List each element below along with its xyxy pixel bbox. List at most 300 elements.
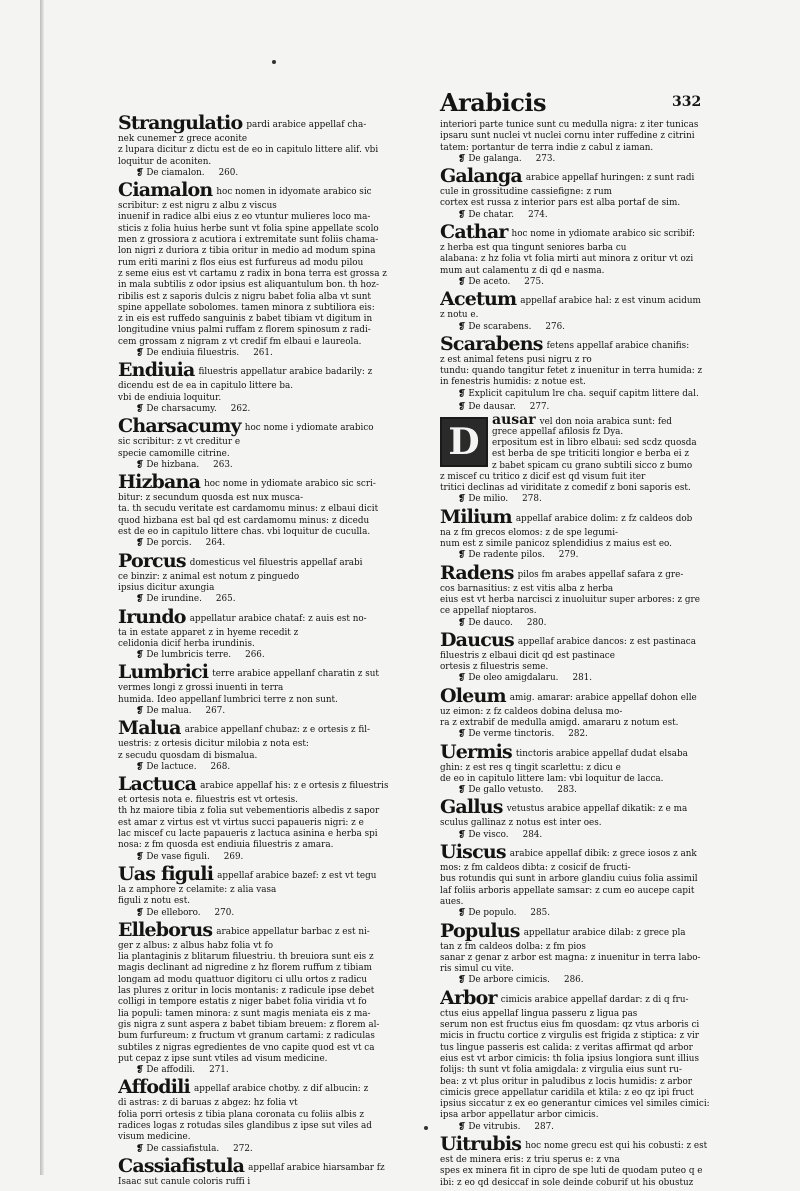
entry-rubric-line	[118, 538, 388, 549]
entry-rubric-line	[440, 908, 710, 919]
entry-rubric-line	[118, 650, 388, 661]
entry-line-text: alabana: z hz folia vt folia mirti aut minora z oritur vt ozi	[440, 254, 694, 265]
entry-text-line	[118, 1078, 388, 1098]
entry-line-text: filuestris appellatur arabice badarily: z	[198, 367, 373, 378]
dictionary-entry	[118, 921, 388, 1077]
entry-line-text: bus rotundis qui sunt in arbore glandiu cuius folia assimil	[440, 874, 698, 885]
entry-line-text: arabice appellaf his: z e ortesis z filuestris	[200, 781, 388, 792]
entry-text-line	[118, 997, 388, 1008]
entry-line-text: z in eis est ruffedo sanguinis z babet tibiam vt digitum in	[118, 314, 373, 325]
entry-headword: Uiscus	[440, 843, 506, 864]
entry-number: 286.	[563, 975, 584, 986]
entry-line-text: lia plantaginis z blitarum filuestriu. th breuiora sunt eis z	[118, 952, 374, 963]
entry-text-line	[118, 504, 388, 515]
pilcrow-mark: ❡	[458, 1121, 466, 1132]
entry-line-text: est amar z virtus est vt virtus succi papaueris nigri: z e	[118, 817, 364, 828]
entry-line-text: ibi: z eo qd desiccaf in sole deinde coburif ut his obustuz	[440, 1177, 694, 1188]
entry-number: 264.	[205, 538, 226, 549]
pilcrow-mark: ❡	[458, 388, 466, 399]
entry-line-text: bitur: z secundum quosda est nux musca-	[118, 493, 304, 504]
entry-number: 269.	[223, 851, 244, 862]
entry-line-text: cem grossam z nigram z vt credif fm elbaui e laureola.	[118, 336, 362, 347]
entry-text-line	[440, 989, 710, 1009]
entry-text-line	[118, 303, 388, 314]
rubric-text: De affodili.	[146, 1065, 196, 1076]
entry-line-text: vermes longi z grossi inuenti in terra	[118, 683, 284, 694]
entry-number: 268.	[210, 761, 231, 772]
entry-text-line	[118, 314, 388, 325]
entry-headword: Affodili	[118, 1078, 190, 1099]
entry-rubric-line	[118, 168, 388, 179]
entry-line-text: z herba est qua tingunt seniores barba cu	[440, 243, 627, 254]
pilcrow-mark: ❡	[136, 348, 144, 359]
entry-rubric-line	[118, 1065, 388, 1076]
entry-text-line	[440, 366, 710, 377]
entry-headword: Daucus	[440, 630, 514, 651]
entry-line-text: la z amphore z celamite: z alia vasa	[118, 884, 277, 895]
entry-line-text: dicendu est de ea in capitulo littere ba.	[118, 381, 294, 392]
entry-line-text: tundu: quando tangitur fetet z inuenitur in terra humida: z	[440, 366, 703, 377]
entry-line-text: quod hizbana est bal qd est cardamomu minus: z dicedu	[118, 515, 370, 526]
entry-text-line	[118, 134, 388, 145]
pilcrow-mark: ❡	[458, 673, 466, 684]
dictionary-entry	[118, 1078, 388, 1154]
entry-text-line	[118, 975, 388, 986]
entry-text-line	[440, 763, 710, 774]
entry-text-line	[118, 885, 388, 896]
entry-line-text: uz eimon: z fz caldeos dobina delusa mo-	[440, 706, 623, 717]
pilcrow-mark: ❡	[136, 538, 144, 549]
rubric-text: De aceto.	[468, 276, 511, 287]
dictionary-entry	[440, 922, 710, 987]
rubric-text: Explicit capitulum lre cha. sequif capitm littere dal.	[468, 388, 699, 399]
rubric-text: De dausar.	[468, 402, 516, 413]
dictionary-entry	[440, 989, 710, 1133]
rubric-text: De porcis.	[146, 538, 192, 549]
entry-line-text: appellaf arabice chotby. z dif albucin: z	[193, 1084, 369, 1095]
entry-text-line	[118, 493, 388, 504]
entry-number: 279.	[558, 550, 579, 561]
entry-line-text: aues.	[440, 896, 464, 907]
dictionary-entry	[118, 417, 388, 471]
entry-headword: Malua	[118, 719, 181, 740]
rubric-text: De vase figuli.	[146, 851, 210, 862]
entry-text-line	[118, 663, 388, 683]
pilcrow-mark: ❡	[136, 1143, 144, 1154]
entry-number: 287.	[534, 1121, 554, 1132]
entry-line-text: pardi arabice appellaf cha-	[246, 120, 367, 130]
entry-text-line	[440, 243, 710, 254]
entry-text-line	[118, 751, 388, 762]
rubric-text: De chatar.	[468, 209, 515, 220]
entry-text-line	[118, 608, 388, 628]
entry-text-line	[440, 254, 710, 265]
entry-text-line	[440, 942, 710, 953]
running-header: Arabicis	[440, 88, 546, 117]
entry-number: 263.	[213, 459, 233, 470]
entry-text-line	[118, 775, 388, 795]
entry-rubric-line	[118, 762, 388, 773]
entry-line-text: las plures z oritur in locis montanis: z radicule ipse debet	[118, 986, 375, 997]
rubric-text: De charsacumy.	[146, 403, 217, 414]
entry-text-line	[118, 361, 388, 381]
entry-line-text: sic scribitur: z vt creditur e	[118, 437, 241, 448]
entry-rubric-line	[440, 1122, 710, 1133]
entry-line-text: fetens appellaf arabice chanifis:	[546, 340, 690, 351]
entry-text-line	[492, 449, 710, 460]
entry-headword: Cathar	[440, 223, 508, 244]
entry-line-text: terre arabice appellanf charatin z sut	[212, 669, 379, 680]
entry-line-text: hoc nome grecu est qui his cobusti: z est	[525, 1141, 708, 1151]
pilcrow-mark: ❡	[458, 908, 466, 919]
entry-text-line	[118, 325, 388, 336]
entry-line-text: cortex est russa z interior pars est alba portaf de sim.	[440, 198, 681, 209]
entry-headword: Elleborus	[118, 920, 213, 941]
entry-line-text: loquitur de aconiten.	[118, 156, 212, 167]
ink-speck	[272, 60, 276, 64]
entry-line-text: th hz maiore tibia z folia sut vebementioris albedis z sapor	[118, 806, 380, 817]
entry-text-line	[440, 1054, 710, 1065]
entry-text-line	[440, 1088, 710, 1099]
entry-number: 265.	[215, 594, 236, 605]
entry-rubric-line	[118, 404, 388, 415]
pilcrow-mark: ❡	[458, 617, 466, 628]
entry-headword: Gallus	[440, 798, 503, 819]
entry-headword: Galanga	[440, 167, 522, 188]
entry-number: 272.	[233, 1143, 253, 1154]
entry-line-text: vetustus arabice appellaf dikatik: z e ma	[506, 804, 688, 815]
rubric-text: De populo.	[468, 908, 517, 919]
entry-rubric-line	[440, 402, 710, 413]
entry-text-line	[440, 198, 710, 209]
entry-line-text: eius est vt arbor cimicis: th folia ipsius longiora sunt illius	[440, 1053, 699, 1064]
entry-text-line	[440, 631, 710, 651]
entry-text-line	[440, 743, 710, 763]
rubric-text: De cassiafistula.	[146, 1143, 220, 1154]
dictionary-entry	[440, 402, 710, 413]
entry-line-text: celidonia dicif herba irundinis.	[118, 638, 255, 649]
pilcrow-mark: ❡	[136, 403, 144, 414]
entry-line-text: ortesis z filuestris seme.	[440, 662, 549, 673]
entry-rubric-line	[440, 322, 710, 333]
entry-text-line	[440, 897, 710, 908]
entry-line-text: z miscef cu tritico z dicif est qd visum fuit iter	[440, 471, 646, 482]
entry-rubric-line	[440, 618, 710, 629]
rubric-text: De ciamalon.	[146, 167, 205, 178]
entry-text-line	[440, 1110, 710, 1121]
entry-line-text: appellaf arabice dancos: z est pastinaca	[517, 636, 696, 647]
entry-headword: Ciamalon	[118, 181, 213, 202]
entry-text-line	[118, 719, 388, 739]
entry-line-text: ra z extrabif de medulla amigd. amararu z notum est.	[440, 717, 679, 728]
entry-text-line	[440, 1135, 710, 1155]
entry-text-line	[118, 1177, 388, 1188]
entry-number: 285.	[530, 908, 550, 919]
entry-text-line	[118, 1132, 388, 1143]
entry-text-line	[118, 258, 388, 269]
entry-line-text: eius est vt herba narcisci z inuoluitur super arbores: z gre	[440, 594, 700, 605]
pilcrow-mark: ❡	[136, 761, 144, 772]
entry-line-text: men z grossiora z acutiora i extremitate sunt foliis chama-	[118, 235, 379, 246]
entry-line-text: Isaac sut canule coloris ruffi i	[118, 1176, 251, 1187]
entry-text-line	[118, 114, 388, 134]
dictionary-entry	[440, 843, 710, 919]
dictionary-entry	[118, 473, 388, 549]
entry-line-text: ipsa arbor appellatur arbor cimicis.	[440, 1110, 599, 1121]
entry-text-line	[118, 527, 388, 538]
dictionary-entry	[440, 335, 710, 400]
entry-text-line	[440, 223, 710, 243]
entry-line-text: ipsius dicitur axungia	[118, 582, 215, 593]
entry-text-line	[118, 1121, 388, 1132]
pilcrow-mark: ❡	[136, 851, 144, 862]
entry-line-text: longitudine vnius palmi ruffam z florem spinosum z radi-	[118, 325, 371, 336]
entry-text-line	[440, 539, 710, 550]
entry-number: 274.	[528, 209, 548, 220]
entry-line-text: ghin: z est res q tingit scarlettu: z dicu e	[440, 762, 621, 773]
entry-line-text: na z fm grecos elomos: z de spe legumi-	[440, 527, 618, 538]
entry-text-line	[118, 292, 388, 303]
entry-number: 282.	[568, 729, 588, 740]
entry-text-line	[118, 963, 388, 974]
entry-number: 283.	[557, 785, 577, 796]
entry-line-text: ta in estate apparet z in hyeme recedit z	[118, 627, 299, 638]
entry-line-text: folia porri ortesis z tibia plana coronata cu foliis albis z	[118, 1109, 365, 1120]
entry-line-text: vbi de endiuia loquitur.	[118, 392, 222, 403]
entry-line-text: lac miscef cu lacte papaueris z lactuca asinina e herba spi	[118, 829, 378, 840]
entry-line-text: est berba de spe triticiti longior e berba ei z	[492, 449, 690, 460]
pilcrow-mark: ❡	[458, 785, 466, 796]
dictionary-entry	[440, 1135, 710, 1189]
entry-text-line	[118, 145, 388, 156]
entry-number: 278.	[522, 494, 542, 505]
dictionary-entry	[118, 775, 388, 863]
entry-line-text: hoc nome i ydiomate arabico	[244, 423, 374, 434]
rubric-text: De milio.	[468, 494, 509, 505]
entry-text-line	[440, 843, 710, 863]
entry-line-text: domesticus vel filuestris appellaf arabi	[189, 557, 363, 568]
entry-line-text: mum aut calamentu z di qd e nasma.	[440, 265, 605, 276]
entry-line-text: ctus eius appellaf lingua passeru z ligua pas	[440, 1008, 638, 1019]
entry-number: 277.	[529, 402, 550, 413]
entry-line-text: ce appellaf nioptaros.	[440, 606, 537, 617]
entry-line-text: filuestris z elbaui dicit qd est pastinace	[440, 650, 615, 661]
entry-text-line	[118, 829, 388, 840]
entry-text-line	[118, 201, 388, 212]
entry-line-text: sticis z folia huius herbe sunt vt folia spine appellate scolo	[118, 223, 379, 234]
entry-text-line	[118, 181, 388, 201]
entry-rubric-line	[440, 785, 710, 796]
entry-text-line	[492, 415, 710, 426]
rubric-text: De galanga.	[468, 153, 522, 164]
entry-rubric-line	[440, 210, 710, 221]
dictionary-entry	[440, 508, 710, 562]
entry-number: 260.	[218, 167, 239, 178]
entry-text-line	[440, 143, 710, 154]
entry-headword: Oleum	[440, 686, 506, 707]
entry-text-line	[118, 473, 388, 493]
entry-line-text: figuli z notu est.	[118, 896, 191, 907]
entry-text-line	[440, 290, 710, 310]
pilcrow-mark: ❡	[458, 321, 466, 332]
entry-headword: Arbor	[440, 988, 497, 1009]
entry-text-line	[440, 886, 710, 897]
entry-headword: Lumbrici	[118, 663, 209, 684]
entry-headword: Irundo	[118, 607, 186, 628]
dictionary-entry	[440, 798, 710, 841]
entry-text-line	[118, 235, 388, 246]
entry-text-line	[118, 840, 388, 851]
entry-text-line	[440, 355, 710, 366]
entry-text-line	[440, 508, 710, 528]
entry-line-text: humida. Ideo appellanf lumbrici terre z non sunt.	[118, 694, 338, 705]
dictionary-entry	[440, 564, 710, 629]
entry-rubric-line	[440, 154, 710, 165]
entry-text-line	[118, 806, 388, 817]
entry-number: 273.	[535, 153, 556, 164]
entry-line-text: z lupara dicitur z dictu est de eo in capitulo littere alif. vbi	[118, 145, 379, 156]
entry-line-text: arabice appellatur barbac z est ni-	[216, 926, 370, 937]
entry-line-text: bum furfureum: z fructum vt granum cartami: z radiculas	[118, 1031, 375, 1042]
entry-text-line	[440, 584, 710, 595]
entry-line-text: colligi in tempore estatis z niger babet folia viridia vt fo	[118, 997, 367, 1008]
entry-number: 261.	[253, 348, 273, 359]
entry-text-line	[118, 337, 388, 348]
dictionary-entry	[118, 181, 388, 359]
entry-line-text: gis nigra z sunt aspera z babet tibiam breuem: z florem al-	[118, 1019, 380, 1030]
rubric-text: De verme tinctoris.	[468, 729, 555, 740]
entry-line-text: cule in grossitudine cassiefigne: z rum	[440, 187, 612, 198]
entry-line-text: micis in fructu cortice z virgulis est frigida z stiptica: z vir	[440, 1031, 699, 1042]
entry-line-text: cimicis grece appellatur caridila et ktila: z eo qz ipi fruct	[440, 1087, 694, 1098]
entry-text-line	[440, 818, 710, 829]
entry-text-line	[440, 687, 710, 707]
left-column	[118, 114, 388, 1190]
entry-line-text: radices logas z rotudas siles glandibus z ipse sut viles ad	[118, 1121, 372, 1131]
entry-line-text: ce binzir: z animal est notum z pinguedo	[118, 571, 300, 582]
entry-text-line	[118, 921, 388, 941]
entry-text-line	[118, 449, 388, 460]
decorated-initial	[440, 417, 488, 467]
dictionary-entry	[440, 223, 710, 288]
entry-text-line	[118, 224, 388, 235]
entry-text-line	[440, 377, 710, 388]
entry-rubric-line	[118, 460, 388, 471]
dictionary-entry	[440, 120, 710, 165]
entry-headword: Acetum	[440, 290, 517, 311]
entry-line-text: est de minera eris: z triu sperus e: z vna	[440, 1155, 620, 1165]
entry-text-line	[118, 1098, 388, 1109]
dictionary-entry	[118, 663, 388, 717]
entry-text-line	[440, 266, 710, 277]
page-number: 332	[672, 94, 702, 110]
entry-line-text: nek cunemer z grece aconite	[118, 134, 248, 144]
entry-rubric-line	[118, 852, 388, 863]
entry-rubric-line	[440, 830, 710, 841]
dictionary-entry	[440, 415, 710, 505]
entry-text-line	[118, 795, 388, 806]
entry-text-line	[440, 707, 710, 718]
entry-text-line	[440, 1065, 710, 1076]
entry-headword: Uitrubis	[440, 1135, 522, 1155]
dictionary-entry	[440, 687, 710, 741]
entry-text-line	[118, 986, 388, 997]
entry-text-line	[118, 896, 388, 907]
entry-line-text: ipsius siccatur z ex eo generantur cimices vel similes cimici:	[440, 1099, 710, 1110]
rubric-text: De vitrubis.	[468, 1121, 521, 1132]
entry-headword: Hizbana	[118, 473, 201, 494]
entry-line-text: put cepaz z ipse sunt vtiles ad visum medicine.	[118, 1053, 328, 1064]
entry-line-text: erpositum est in libro elbaui: sed scdz quosda	[492, 437, 697, 448]
entry-text-line	[440, 120, 710, 131]
entry-line-text: vel don noia arabica sunt: fed	[539, 417, 672, 427]
entry-text-line	[118, 269, 388, 280]
entry-line-text: hoc nome in ydiomate arabico sic scri-	[204, 479, 376, 490]
rubric-text: De visco.	[468, 829, 509, 840]
entry-line-text: appellaf arabice dolim: z fz caldeos dob	[515, 513, 693, 524]
entry-line-text: subtiles z nigras egredientes de vno capite quod est vt ca	[118, 1042, 375, 1053]
entry-line-text: de eo in capitulo littere lam: vbi loquitur de lacca.	[440, 773, 664, 784]
dictionary-entry	[118, 361, 388, 415]
entry-text-line	[118, 628, 388, 639]
entry-number: 280.	[526, 617, 547, 628]
entry-line-text: z secudu quosdam di bismalua.	[118, 750, 258, 761]
entry-line-text: spes ex minera fit in cipro de spe luti de quodam puteo q e	[440, 1166, 703, 1177]
entry-text-line	[118, 739, 388, 750]
entry-line-text: longam ad modu quattuor digitoru ci ullu ortos z radicu	[118, 974, 368, 985]
entry-text-line	[118, 1020, 388, 1031]
entry-text-line	[492, 461, 710, 472]
pilcrow-mark: ❡	[136, 594, 144, 605]
dictionary-entry	[440, 631, 710, 685]
entry-line-text: appellatur arabice chataf: z auis est no-	[189, 613, 367, 624]
entry-headword: Scarabens	[440, 334, 543, 355]
entry-text-line	[492, 427, 710, 438]
entry-headword: Charsacumy	[118, 417, 241, 438]
pilcrow-mark: ❡	[458, 829, 466, 840]
entry-line-text: appellaf arabice bazef: z est vt tegu	[217, 870, 377, 881]
entry-text-line	[118, 393, 388, 404]
entry-text-line	[118, 246, 388, 257]
pilcrow-mark: ❡	[136, 1065, 144, 1076]
entry-line-text: nosa: z fm quosda est endiuia filuestris z amara.	[118, 840, 334, 851]
entry-number: 276.	[545, 321, 565, 332]
rubric-text: De radente pilos.	[468, 550, 545, 561]
pilcrow-mark: ❡	[458, 402, 466, 413]
entry-headword: Lactuca	[118, 775, 197, 796]
entry-number: 275.	[524, 276, 544, 287]
pilcrow-mark: ❡	[458, 276, 466, 287]
entry-headword: Endiuia	[118, 361, 195, 382]
entry-line-text: cos barnasitius: z est vitis alba z herba	[440, 583, 614, 594]
entry-text-line	[440, 335, 710, 355]
dictionary-entry	[118, 552, 388, 606]
entry-text-line	[440, 651, 710, 662]
entry-text-line	[118, 1157, 388, 1177]
entry-text-line	[440, 922, 710, 942]
entry-text-line	[118, 280, 388, 291]
rubric-text: De lumbricis terre.	[146, 650, 232, 661]
entry-text-line	[440, 874, 710, 885]
entry-text-line	[440, 472, 710, 483]
entry-rubric-line	[118, 594, 388, 605]
entry-line-text: specie camomille citrine.	[118, 448, 230, 459]
entry-text-line	[440, 131, 710, 142]
entry-line-text: uestris: z ortesis dicitur milobia z nota est:	[118, 739, 309, 750]
entry-line-text: num est z simile panicoz splendidius z maius est eo.	[440, 539, 672, 550]
entry-text-line	[440, 718, 710, 729]
entry-text-line	[118, 683, 388, 694]
